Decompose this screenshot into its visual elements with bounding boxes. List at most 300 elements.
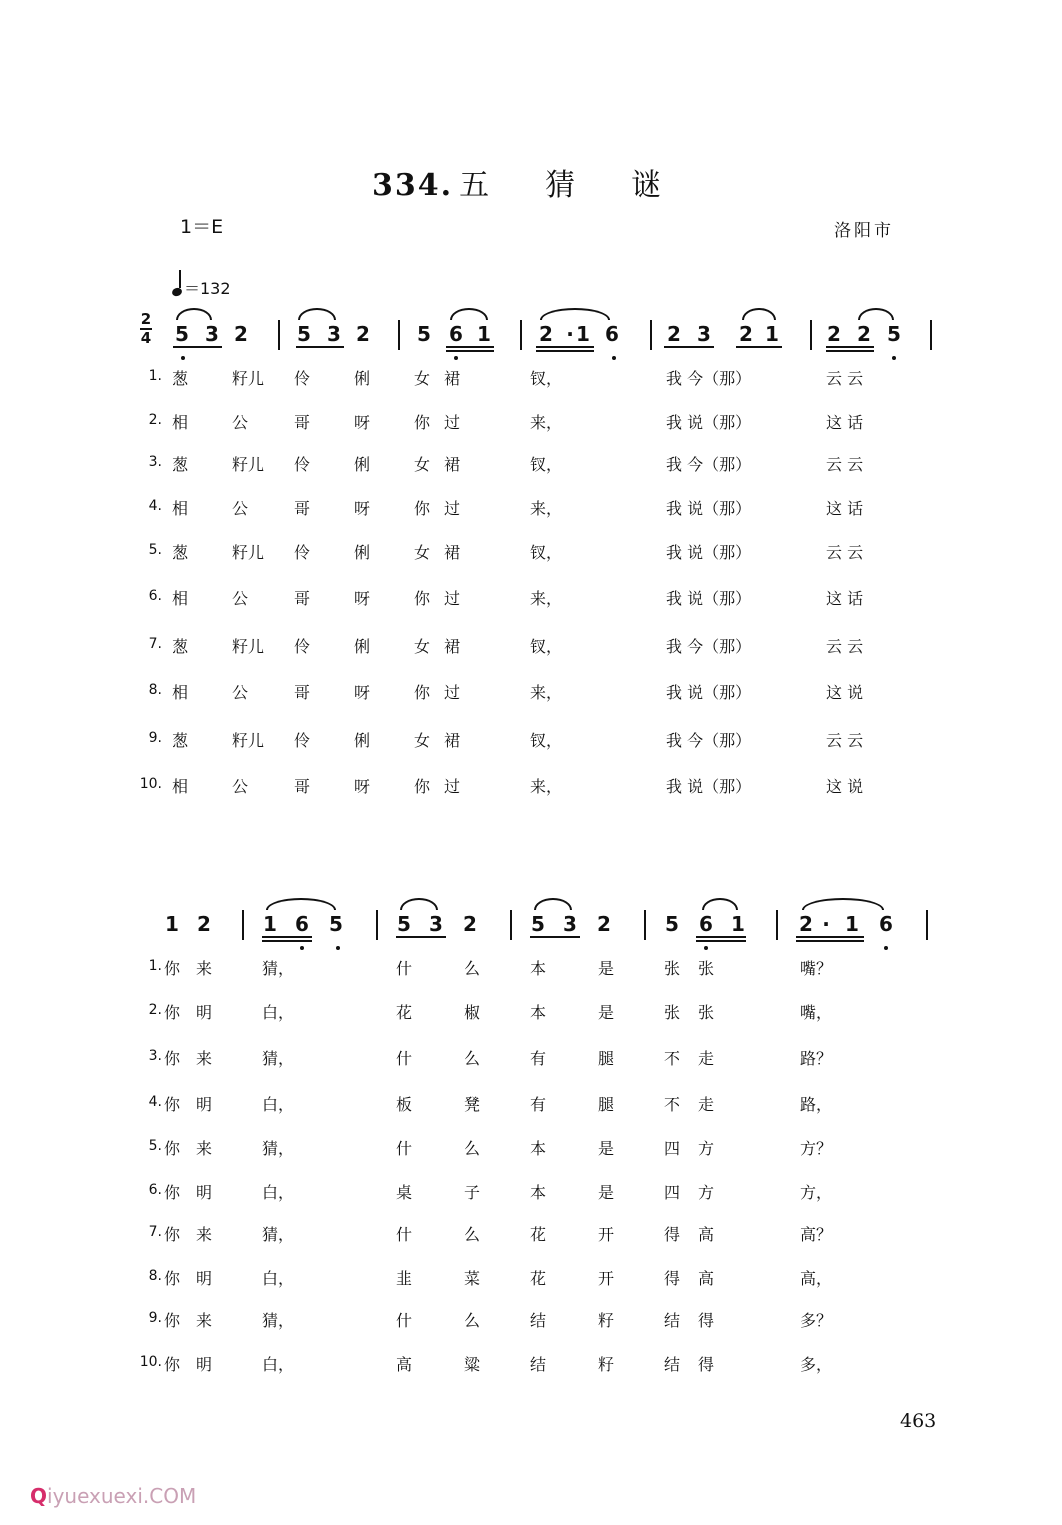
note: 5 [329,912,343,936]
note: 2 [234,322,248,346]
lyric-syllable: 籽儿 [232,369,265,388]
note: 1 [477,322,491,346]
note: 6 [699,912,713,936]
note: 1 [263,912,277,936]
lyric-syllable: 公 [232,589,249,608]
note: 6 [449,322,463,346]
slur [400,898,438,910]
note: 2 [827,322,841,346]
note: 5 [417,322,431,346]
lyric-syllable: 来， [530,777,563,796]
slur [702,898,738,910]
octave-dot [612,356,616,360]
lyric-syllable: 桌 [396,1183,413,1202]
lyric-syllable: 来， [530,589,563,608]
lyric-syllable: 葱 [172,637,189,656]
meter-bottom: 4 [140,329,152,347]
lyric-syllable: 籽 [598,1311,615,1330]
lyric-syllable: 张 [698,1003,715,1022]
lyric-syllable: 伶 [294,369,311,388]
verse-number: 3. [148,1048,162,1064]
title-char-3: 谜 [631,168,664,203]
note: 3 [327,322,341,346]
lyric-syllable: 结 [530,1311,547,1330]
barline [242,910,244,940]
lyric-syllable: 多？ [800,1311,833,1330]
verse-number: 8. [148,682,162,698]
lyric-syllable: 是 [598,959,615,978]
lyric-syllable: 么 [464,1049,481,1068]
verse-number: 5. [148,542,162,558]
title-char-2: 猜 [545,168,578,203]
lyric-syllable: 你 [164,1269,181,1288]
lyric-syllable: 椒 [464,1003,481,1022]
lyric-syllable: 方， [800,1183,833,1202]
lyric-syllable: 韭 [396,1269,413,1288]
barline [650,320,652,350]
lyric-syllable: 猜， [262,1225,295,1244]
barline [376,910,378,940]
lyric-syllable: 呀 [354,499,371,518]
verse-number: 7. [148,1224,162,1240]
lyric-syllable: 过 [444,499,461,518]
lyric-syllable: 我 今（那） [666,455,752,474]
underline [530,936,580,938]
slur [176,308,212,320]
lyric-syllable: 你 [414,777,431,796]
lyric-syllable: 女 [414,731,431,750]
lyric-syllable: 这 说 [826,683,864,702]
lyric-syllable: 你 [164,1355,181,1374]
lyric-syllable: 什 [396,959,413,978]
verse-number: 4. [148,498,162,514]
lyric-syllable: 裙 [444,369,461,388]
lyric-syllable: 明 [196,1269,213,1288]
note: 3 [205,322,219,346]
lyric-syllable: 伶 [294,637,311,656]
lyric-syllable: 高 [698,1269,715,1288]
lyric-syllable: 是 [598,1003,615,1022]
lyric-syllable: 来， [530,413,563,432]
underline [396,936,446,938]
lyric-syllable: 猜， [262,1139,295,1158]
lyric-syllable: 高 [396,1355,413,1374]
lyric-syllable: 你 [414,683,431,702]
slur [802,898,884,910]
note: 5 [531,912,545,936]
lyric-syllable: 公 [232,413,249,432]
note: 2 [539,322,553,346]
slur [266,898,336,910]
barline [520,320,522,350]
note: 1 [765,322,779,346]
lyric-syllable: 呀 [354,777,371,796]
lyric-syllable: 呀 [354,413,371,432]
lyric-syllable: 明 [196,1183,213,1202]
lyric-syllable: 四 [664,1183,681,1202]
lyric-syllable: 你 [164,1311,181,1330]
lyric-syllable: 张 [698,959,715,978]
note: 2 [667,322,681,346]
lyric-syllable: 我 说（那） [666,683,752,702]
lyric-syllable: 哥 [294,413,311,432]
lyric-syllable: 本 [530,1003,547,1022]
lyric-syllable: 裙 [444,637,461,656]
lyric-syllable: 云 云 [826,731,864,750]
lyric-syllable: 来， [530,499,563,518]
verse-number: 7. [148,636,162,652]
underline [736,346,782,348]
lyric-syllable: 本 [530,1139,547,1158]
lyric-syllable: 来 [196,1049,213,1068]
lyric-syllable: 得 [698,1355,715,1374]
lyric-syllable: 嘴， [800,1003,833,1022]
lyric-syllable: 方 [698,1183,715,1202]
lyric-syllable: 粱 [464,1355,481,1374]
lyric-syllable: 得 [698,1311,715,1330]
lyric-syllable: 俐 [354,369,371,388]
lyric-syllable: 方 [698,1139,715,1158]
lyric-syllable: 钗， [530,731,563,750]
verse-number: 6. [148,1182,162,1198]
note: 2 [356,322,370,346]
underline [696,936,746,938]
tempo-value: ＝132 [184,279,231,298]
underline [796,936,864,938]
lyric-syllable: 俐 [354,543,371,562]
barline [278,320,280,350]
lyric-syllable: 来 [196,1225,213,1244]
tempo-marking [172,276,231,299]
note: 6 [295,912,309,936]
verse-number: 8. [148,1268,162,1284]
note: 1 [845,912,859,936]
note: 2 [857,322,871,346]
lyric-syllable: 方？ [800,1139,833,1158]
lyric-syllable: 女 [414,455,431,474]
octave-dot [704,946,708,950]
lyric-syllable: 过 [444,683,461,702]
lyric-syllable: 哥 [294,683,311,702]
lyric-syllable: 张 [664,959,681,978]
lyric-syllable: 公 [232,777,249,796]
verse-number: 10. [139,1354,162,1370]
lyric-syllable: 白， [262,1095,295,1114]
lyric-syllable: 路？ [800,1049,833,1068]
verse-number: 9. [148,730,162,746]
barline [776,910,778,940]
lyric-syllable: 过 [444,413,461,432]
lyric-syllable: 你 [414,413,431,432]
lyric-syllable: 钗， [530,637,563,656]
lyric-syllable: 云 云 [826,369,864,388]
lyric-syllable: 花 [530,1269,547,1288]
lyric-syllable: 白， [262,1269,295,1288]
lyric-syllable: 这 话 [826,413,864,432]
lyric-syllable: 白， [262,1183,295,1202]
lyric-syllable: 四 [664,1139,681,1158]
note: 3 [429,912,443,936]
underline [446,350,494,352]
lyric-syllable: 相 [172,777,189,796]
lyric-syllable: 这 说 [826,777,864,796]
slur [858,308,894,320]
lyric-syllable: 裙 [444,455,461,474]
lyric-syllable: 明 [196,1355,213,1374]
lyric-syllable: 来 [196,1311,213,1330]
underline [664,346,714,348]
lyric-syllable: 你 [164,1095,181,1114]
lyric-syllable: 钗， [530,543,563,562]
lyric-syllable: 伶 [294,543,311,562]
underline [262,940,312,942]
lyric-syllable: 么 [464,1139,481,1158]
lyric-syllable: 明 [196,1095,213,1114]
lyric-syllable: 哥 [294,589,311,608]
barline [810,320,812,350]
note: 3 [563,912,577,936]
verse-number: 10. [139,776,162,792]
lyric-syllable: 什 [396,1311,413,1330]
barline [398,320,400,350]
lyric-syllable: 腿 [598,1095,615,1114]
lyric-syllable: 白， [262,1003,295,1022]
octave-dot [181,356,185,360]
lyric-syllable: 伶 [294,731,311,750]
site-watermark: Qiyuexuexi.COM [30,1484,197,1508]
lyric-syllable: 开 [598,1225,615,1244]
lyric-syllable: 云 云 [826,543,864,562]
lyric-syllable: 你 [164,1139,181,1158]
note: · [822,912,830,936]
lyric-syllable: 猜， [262,1311,295,1330]
lyric-syllable: 么 [464,1311,481,1330]
lyric-syllable: 你 [164,959,181,978]
lyric-syllable: 我 说（那） [666,499,752,518]
lyric-syllable: 钗， [530,369,563,388]
barline [930,320,932,350]
underline [696,940,746,942]
lyric-syllable: 裙 [444,543,461,562]
lyric-syllable: 籽儿 [232,731,265,750]
lyric-syllable: 结 [664,1355,681,1374]
verse-number: 1. [148,368,162,384]
lyric-syllable: 结 [530,1355,547,1374]
key-signature: 1＝E [180,216,224,238]
title-char-1: 五 [459,168,492,203]
lyric-syllable: 高， [800,1269,833,1288]
lyric-syllable: 呀 [354,589,371,608]
lyric-syllable: 路， [800,1095,833,1114]
note: 6 [879,912,893,936]
lyric-syllable: 有 [530,1095,547,1114]
lyric-syllable: 伶 [294,455,311,474]
lyric-syllable: 来 [196,959,213,978]
note: 2 [739,322,753,346]
lyric-syllable: 哥 [294,499,311,518]
lyric-syllable: 我 说（那） [666,413,752,432]
slur [742,308,776,320]
verse-number: 3. [148,454,162,470]
lyric-syllable: 俐 [354,455,371,474]
underline [796,940,864,942]
lyric-syllable: 钗， [530,455,563,474]
lyric-syllable: 你 [164,1049,181,1068]
slur [298,308,336,320]
time-signature [140,312,152,346]
lyric-syllable: 嘴？ [800,959,833,978]
lyric-syllable: 我 说（那） [666,589,752,608]
note: 2 [597,912,611,936]
lyric-syllable: 么 [464,1225,481,1244]
lyric-syllable: 女 [414,369,431,388]
lyric-syllable: 我 今（那） [666,369,752,388]
lyric-syllable: 什 [396,1049,413,1068]
lyric-syllable: 么 [464,959,481,978]
underline [826,350,874,352]
lyric-syllable: 你 [164,1225,181,1244]
lyric-syllable: 有 [530,1049,547,1068]
lyric-syllable: 云 云 [826,637,864,656]
underline [536,346,594,348]
note: 5 [665,912,679,936]
slur [534,898,572,910]
note: 5 [397,912,411,936]
lyric-syllable: 这 话 [826,499,864,518]
octave-dot [884,946,888,950]
underline [536,350,594,352]
lyric-syllable: 呀 [354,683,371,702]
note: 1 [576,322,590,346]
note: 3 [697,322,711,346]
quarter-note-icon [171,287,183,298]
lyric-syllable: 你 [164,1183,181,1202]
lyric-syllable: 猜， [262,1049,295,1068]
lyric-syllable: 籽儿 [232,543,265,562]
lyric-syllable: 是 [598,1183,615,1202]
lyric-syllable: 女 [414,637,431,656]
lyric-syllable: 哥 [294,777,311,796]
lyric-syllable: 俐 [354,637,371,656]
octave-dot [300,946,304,950]
lyric-syllable: 籽儿 [232,455,265,474]
meter-top: 2 [140,310,152,328]
lyric-syllable: 什 [396,1225,413,1244]
lyric-syllable: 来， [530,683,563,702]
lyric-syllable: 我 今（那） [666,637,752,656]
lyric-syllable: 我 说（那） [666,777,752,796]
octave-dot [892,356,896,360]
verse-number: 2. [148,412,162,428]
song-origin: 洛阳市 [834,221,894,241]
underline [262,936,312,938]
lyric-syllable: 张 [664,1003,681,1022]
lyric-syllable: 不 [664,1049,681,1068]
lyric-syllable: 明 [196,1003,213,1022]
lyric-syllable: 菜 [464,1269,481,1288]
verse-number: 1. [148,958,162,974]
note: 5 [297,322,311,346]
underline [826,346,874,348]
lyric-syllable: 过 [444,777,461,796]
lyric-syllable: 过 [444,589,461,608]
lyric-syllable: 开 [598,1269,615,1288]
lyric-syllable: 是 [598,1139,615,1158]
note: 1 [731,912,745,936]
lyric-syllable: 我 说（那） [666,543,752,562]
lyric-syllable: 我 今（那） [666,731,752,750]
lyric-syllable: 你 [164,1003,181,1022]
lyric-syllable: 相 [172,589,189,608]
lyric-syllable: 公 [232,683,249,702]
lyric-syllable: 多， [800,1355,833,1374]
lyric-syllable: 本 [530,1183,547,1202]
octave-dot [454,356,458,360]
lyric-syllable: 子 [464,1183,481,1202]
note: 2 [463,912,477,936]
lyric-syllable: 本 [530,959,547,978]
note: 1 [165,912,179,936]
underline [446,346,494,348]
lyric-syllable: 高 [698,1225,715,1244]
lyric-syllable: 走 [698,1049,715,1068]
lyric-syllable: 葱 [172,543,189,562]
note: 5 [175,322,189,346]
lyric-syllable: 高？ [800,1225,833,1244]
lyric-syllable: 什 [396,1139,413,1158]
song-number: 334. [372,168,454,203]
lyric-syllable: 籽 [598,1355,615,1374]
note: 5 [887,322,901,346]
barline [926,910,928,940]
verse-number: 9. [148,1310,162,1326]
note: · [566,322,574,346]
verse-number: 6. [148,588,162,604]
lyric-syllable: 女 [414,543,431,562]
note: 6 [605,322,619,346]
page-number: 463 [900,1410,937,1432]
note: 2 [197,912,211,936]
verse-number: 2. [148,1002,162,1018]
lyric-syllable: 葱 [172,369,189,388]
lyric-syllable: 你 [414,589,431,608]
lyric-syllable: 花 [396,1003,413,1022]
lyric-syllable: 俐 [354,731,371,750]
lyric-syllable: 板 [396,1095,413,1114]
lyric-syllable: 得 [664,1269,681,1288]
lyric-syllable: 这 话 [826,589,864,608]
lyric-syllable: 结 [664,1311,681,1330]
lyric-syllable: 籽儿 [232,637,265,656]
lyric-syllable: 得 [664,1225,681,1244]
verse-number: 4. [148,1094,162,1110]
lyric-syllable: 你 [414,499,431,518]
slur [540,308,610,320]
lyric-syllable: 猜， [262,959,295,978]
barline [644,910,646,940]
lyric-syllable: 相 [172,499,189,518]
lyric-syllable: 公 [232,499,249,518]
lyric-syllable: 相 [172,683,189,702]
lyric-syllable: 葱 [172,455,189,474]
lyric-syllable: 云 云 [826,455,864,474]
lyric-syllable: 裙 [444,731,461,750]
verse-number: 5. [148,1138,162,1154]
slur [450,308,488,320]
lyric-syllable: 来 [196,1139,213,1158]
underline [296,346,344,348]
lyric-syllable: 白， [262,1355,295,1374]
